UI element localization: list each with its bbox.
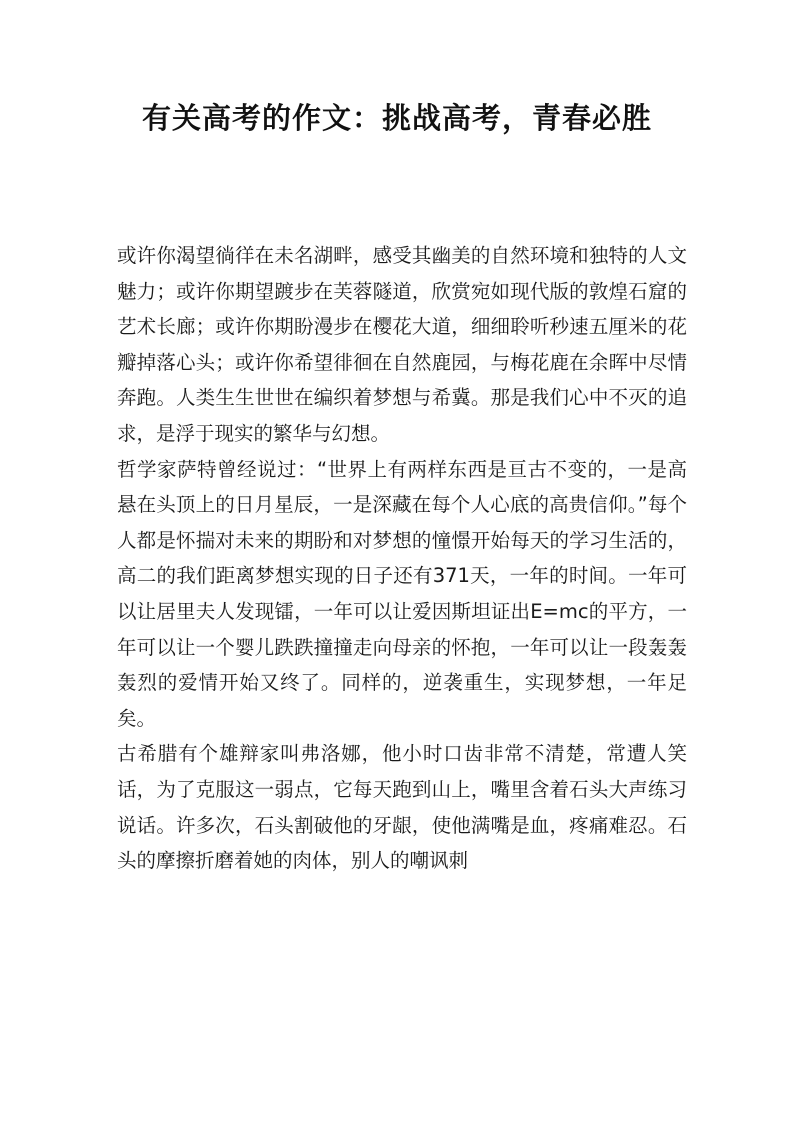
document-body bbox=[117, 238, 687, 879]
document-title: 有关高考的作文：挑战高考，青春必胜 bbox=[141, 101, 652, 135]
paragraph: 古希腊有个雄辩家叫弗洛娜，他小时口齿非常不清楚，常遭人笑话，为了克服这一弱点，它每天跑到山上，嘴里含着石头大声练习说话。许多次，石头割破他的牙龈，使他满嘴是血，疼痛难忍。石头的摩擦折磨着她的肉体，别人的嘲讽刺 bbox=[117, 742, 687, 873]
paragraph: 或许你渴望徜徉在未名湖畔，感受其幽美的自然环境和独特的人文魅力；或许你期望踱步在芙蓉隧道，欣赏宛如现代版的敦煌石窟的艺术长廊；或许你期盼漫步在樱花大道，细细聆听秒速五厘米的花瓣掉落心头；或许你希望徘徊在自然鹿园，与梅花鹿在余晖中尽情奔跑。人类生生世世在编织着梦想与希冀。那是我们心中不灭的追求，是浮于现实的繁华与幻想。 bbox=[117, 244, 687, 445]
paragraph: 哲学家萨特曾经说过：“世界上有两样东西是亘古不变的，一是高悬在头顶上的日月星辰，一是深藏在每个人心底的高贵信仰。”每个人都是怀揣对未来的期盼和对梦想的憧憬开始每天的学习生活的，高二的我们距离梦想实现的日子还有371天，一年的时间。一年可以让居里夫人发现镭，一年可以让爱因斯坦证出E=mc的平方，一年可以让一个婴儿跌跌撞撞走向母亲的怀抱，一年可以让一段轰轰轰烈的爱情开始又终了。同样的，逆袭重生，实现梦想，一年足矣。 bbox=[117, 457, 687, 730]
